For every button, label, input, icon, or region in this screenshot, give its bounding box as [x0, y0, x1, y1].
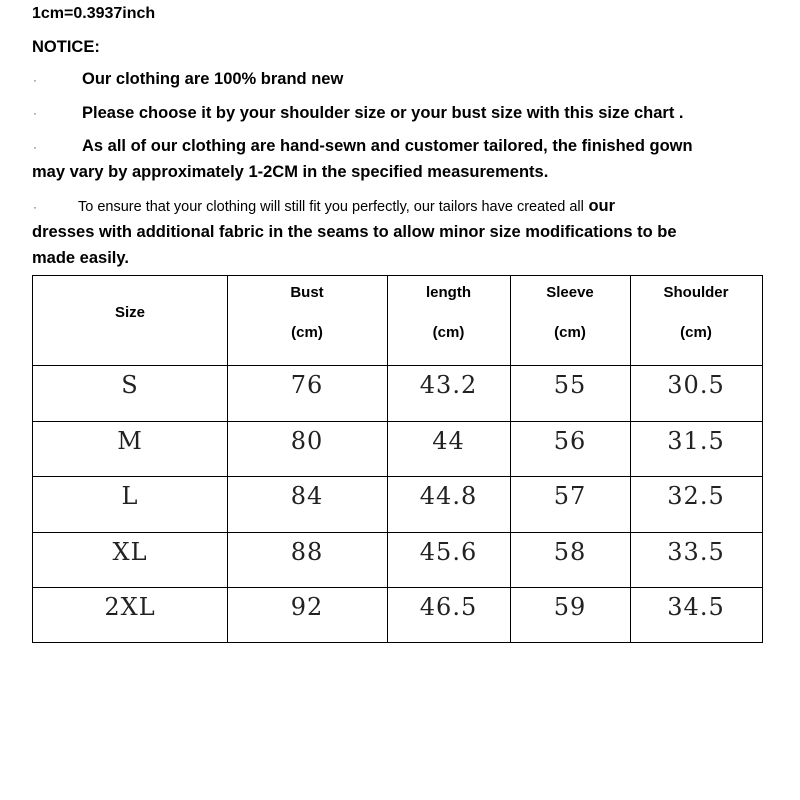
cell-sleeve: 57: [553, 482, 587, 510]
cell-sleeve: 59: [553, 593, 587, 621]
bullet: ·: [33, 106, 37, 120]
notice-item-size-chart: Please choose it by your shoulder size or your bust size with this size chart .: [82, 104, 684, 122]
cell-length: 44: [432, 427, 465, 455]
cell-size: 2XL: [104, 593, 156, 621]
notice-item-fit-text: To ensure that your clothing will still fit you perfectly, our tailors have created all: [78, 199, 584, 215]
cell-length: 46.5: [419, 593, 478, 621]
notice-item-hand-sewn-cont: may vary by approximately 1-2CM in the specified measurements.: [32, 163, 549, 181]
unit-conversion-note: 1cm=0.3937inch: [32, 5, 156, 22]
notice-title: NOTICE:: [32, 38, 100, 56]
cell-shoulder: 32.5: [667, 482, 725, 510]
cell-sleeve: 55: [553, 371, 587, 399]
header-length: length: [426, 284, 471, 301]
bullet: ·: [33, 140, 37, 154]
header-sleeve: Sleeve: [546, 284, 594, 301]
header-length-unit: (cm): [432, 324, 465, 341]
cell-length: 44.8: [419, 482, 478, 510]
cell-bust: 76: [290, 371, 324, 399]
notice-item-fit-word: our: [588, 197, 616, 215]
cell-shoulder: 30.5: [667, 371, 725, 399]
header-size: Size: [114, 304, 145, 321]
cell-bust: 88: [290, 538, 324, 566]
grid-line: [33, 532, 762, 533]
header-sleeve-unit: (cm): [554, 324, 586, 341]
cell-sleeve: 58: [553, 538, 587, 566]
header-bust-unit: (cm): [291, 324, 323, 341]
bullet: ·: [33, 73, 37, 87]
size-chart-table: [32, 275, 763, 643]
grid-line: [33, 421, 762, 422]
notice-item-fit-end: made easily.: [32, 249, 129, 267]
cell-size: L: [121, 482, 139, 510]
cell-bust: 84: [290, 482, 324, 510]
grid-line: [33, 365, 762, 366]
cell-shoulder: 34.5: [667, 593, 725, 621]
header-shoulder-unit: (cm): [680, 324, 712, 341]
grid-line: [33, 476, 762, 477]
header-shoulder: Shoulder: [663, 284, 729, 301]
cell-length: 43.2: [419, 371, 478, 399]
cell-bust: 80: [290, 427, 324, 455]
cell-size: M: [117, 427, 143, 455]
grid-line: [33, 587, 762, 588]
bullet: ·: [33, 200, 37, 214]
cell-size: XL: [112, 538, 148, 566]
cell-length: 45.6: [419, 538, 478, 566]
cell-sleeve: 56: [553, 427, 587, 455]
cell-shoulder: 33.5: [667, 538, 725, 566]
notice-item-hand-sewn: As all of our clothing are hand-sewn and customer tailored, the finished gown: [82, 137, 693, 155]
notice-item-brand-new: Our clothing are 100% brand new: [82, 70, 344, 88]
cell-bust: 92: [290, 593, 324, 621]
notice-item-fit: [78, 196, 615, 217]
cell-shoulder: 31.5: [667, 427, 725, 455]
header-bust: Bust: [290, 284, 324, 301]
cell-size: S: [121, 371, 139, 399]
notice-item-fit-cont: dresses with additional fabric in the seams to allow minor size modifications to be: [32, 223, 677, 241]
